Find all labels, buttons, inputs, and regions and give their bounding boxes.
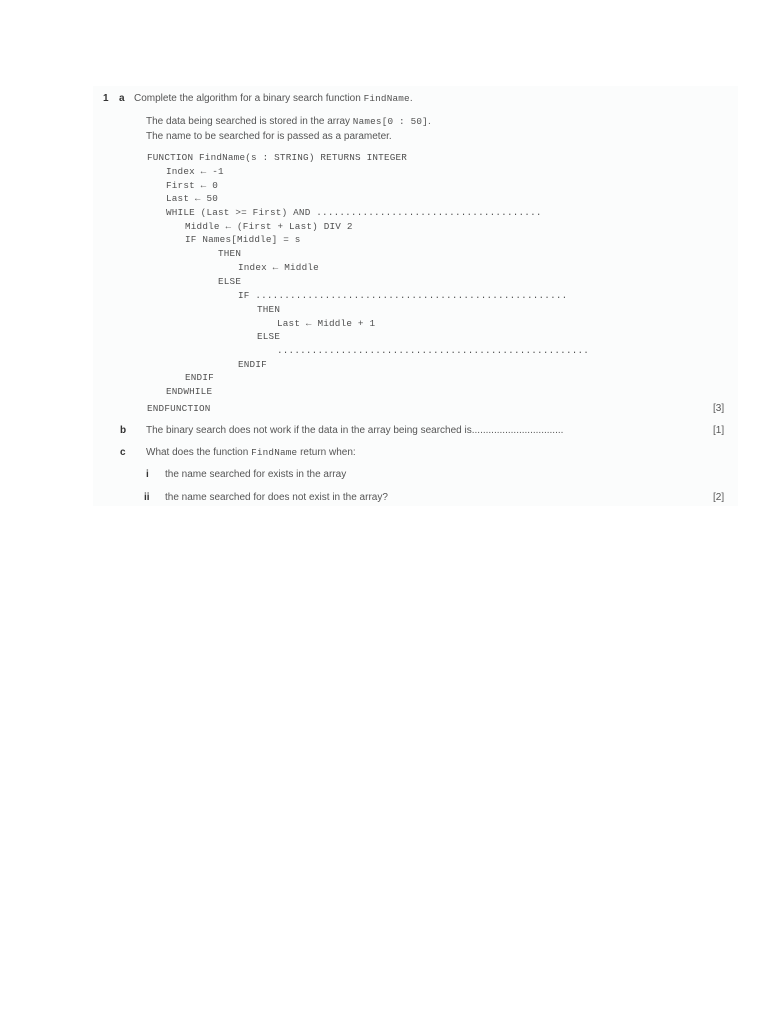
part-a-array-code: Names[0 : 50] xyxy=(352,116,428,127)
code-line-endwhile: ENDWHILE xyxy=(166,386,213,397)
code-line-then-2: THEN xyxy=(257,304,281,315)
code-line-first-init: First ← 0 xyxy=(166,180,219,191)
code-line-function: FUNCTION FindName(s : STRING) RETURNS INTEGER xyxy=(147,152,408,163)
part-c-text-after: return when: xyxy=(300,447,356,458)
part-a-prompt-text: Complete the algorithm for a binary search function xyxy=(134,93,361,104)
part-c-item-ii-text: the name searched for does not exist in the array? xyxy=(165,492,388,503)
part-c-item-i-text: the name searched for exists in the array xyxy=(165,469,347,480)
part-c-item-ii-label: ii xyxy=(144,492,150,503)
code-line-endif-outer: ENDIF xyxy=(185,372,214,383)
part-a-marks: [3] xyxy=(713,403,725,414)
code-line-if-blank: IF ...................................................... xyxy=(238,290,568,301)
code-line-while: WHILE (Last >= First) AND ....................................... xyxy=(166,207,542,218)
part-c-text-before: What does the function xyxy=(146,447,249,458)
code-line-if-match: IF Names[Middle] = s xyxy=(185,234,301,245)
part-a-line2-text: The data being searched is stored in the array xyxy=(146,116,351,127)
code-line-last-assign: Last ← Middle + 1 xyxy=(277,318,376,329)
part-a-prompt-end: . xyxy=(409,93,413,104)
part-c-marks: [2] xyxy=(713,492,725,503)
part-c-label: c xyxy=(120,447,126,458)
code-line-middle: Middle ← (First + Last) DIV 2 xyxy=(185,221,353,232)
code-line-last-init: Last ← 50 xyxy=(166,193,219,204)
question-number: 1 xyxy=(103,93,109,104)
code-line-else-2: ELSE xyxy=(257,331,281,342)
part-a-line2 xyxy=(146,116,431,127)
code-line-endif-inner: ENDIF xyxy=(238,359,267,370)
code-line-then-1: THEN xyxy=(218,248,242,259)
code-line-index-assign: Index ← Middle xyxy=(238,262,319,273)
part-c-func-name: FindName xyxy=(251,447,298,458)
part-a-line2-end: . xyxy=(427,116,431,127)
part-a-line3: The name to be searched for is passed as a parameter. xyxy=(146,131,392,142)
part-b-marks: [1] xyxy=(713,425,725,436)
code-line-index-init: Index ← -1 xyxy=(166,166,224,177)
part-c-question xyxy=(146,447,356,458)
code-line-else-1: ELSE xyxy=(218,276,242,287)
part-b-text: The binary search does not work if the data in the array being searched is................................. xyxy=(146,425,564,436)
code-line-else-blank: ...................................................... xyxy=(277,345,590,356)
part-a-label: a xyxy=(119,93,125,104)
part-b-label: b xyxy=(120,425,127,436)
part-a-prompt xyxy=(134,93,413,104)
part-a-func-name: FindName xyxy=(363,93,410,104)
code-line-endfunction: ENDFUNCTION xyxy=(147,403,211,414)
part-c-item-i-label: i xyxy=(146,469,149,480)
